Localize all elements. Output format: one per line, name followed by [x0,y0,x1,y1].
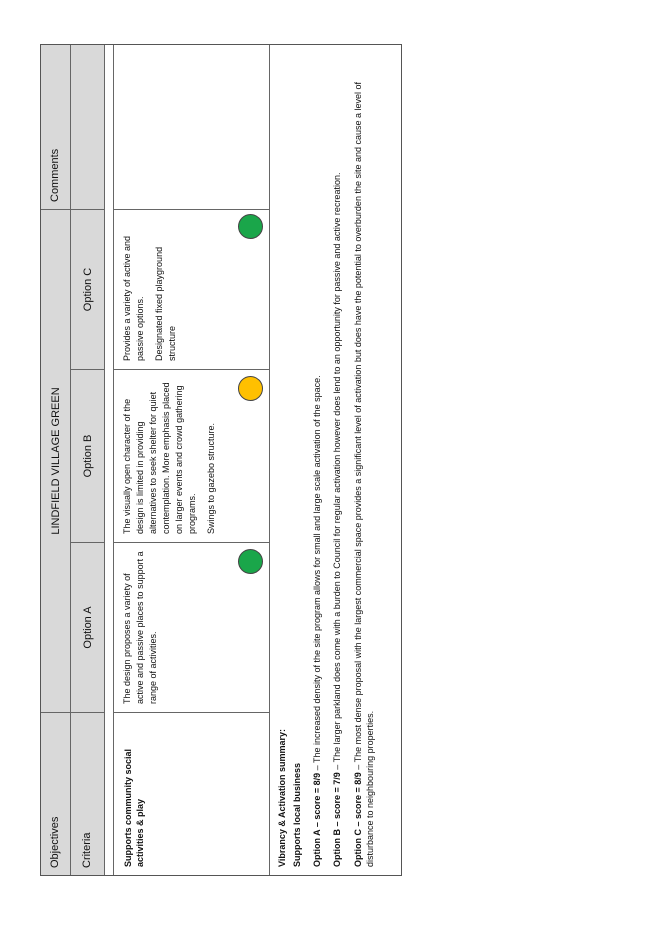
objectives-header: Objectives [41,712,70,875]
criteria-row [114,45,270,875]
option-a-header-cell [71,542,104,712]
evaluation-table [40,44,402,876]
summary-option-b-label: Option B – score = 7/9 [332,772,343,867]
comments-cell [114,45,269,209]
option-a-header: Option A [81,606,94,649]
summary-option-b [331,53,343,867]
option-c-paragraph-1: Provides a variety of active and passive options. [122,235,146,361]
comments-header: Comments [41,45,70,209]
site-title: LINDFIELD VILLAGE GREEN [49,387,62,535]
option-c-header: Option C [81,267,94,312]
option-a-rating-dot [238,549,263,574]
summary-option-b-text: – The larger parkland does come with a burden to Council for regular activation however does lend to an opportunity for passive and active recreation. [332,172,343,773]
option-b-paragraph-2: Swings to gazebo structure. [206,422,217,534]
option-b-text [114,370,218,542]
spacer-row [105,45,114,875]
comments-subheader [71,45,104,209]
option-c-header-cell [71,209,104,369]
site-title-cell [41,209,70,712]
option-c-text [114,210,179,369]
summary-subheading: Supports local business [292,762,303,867]
summary-option-c-text: – The most dense proposal with the largest commercial space provides a significant level of activation but does have the potential to overburden the site and cause a level of disturbance to neighbouring properties. [352,81,375,867]
subheader-row [71,45,105,875]
summary-option-a-label: Option A – score = 8/9 [312,772,323,867]
summary-option-c [352,53,376,867]
summary-option-a-text: – The increased density of the site program allows for small and large scale activation of the space. [312,375,323,773]
option-b-header-cell [71,369,104,542]
option-c-rating-dot [238,214,263,239]
option-b-header: Option B [81,434,94,478]
criteria-cell: Supports community social activities & play [114,712,269,875]
summary-heading: Vibrancy & Activation summary: [277,728,287,867]
option-b-rating-dot [238,376,263,401]
option-a-cell [114,542,269,712]
option-c-paragraph-2: Designated fixed playground structure [154,246,178,361]
summary-option-c-label: Option C – score = 8/9 [352,772,363,867]
option-c-cell [114,209,269,369]
option-b-cell [114,369,269,542]
option-b-paragraph-1: The visually open character of the design is limited in providing alternatives to seek shelter for quiet contemplation. More emphasis placed on larger events and crowd gathering programs. [122,382,198,534]
summary-block [270,45,390,875]
criteria-header: Criteria [71,712,104,875]
summary-option-a [311,53,323,867]
header-row [41,45,71,875]
option-a-text: The design proposes a variety of active and passive places to support a range of activities. [122,551,159,704]
